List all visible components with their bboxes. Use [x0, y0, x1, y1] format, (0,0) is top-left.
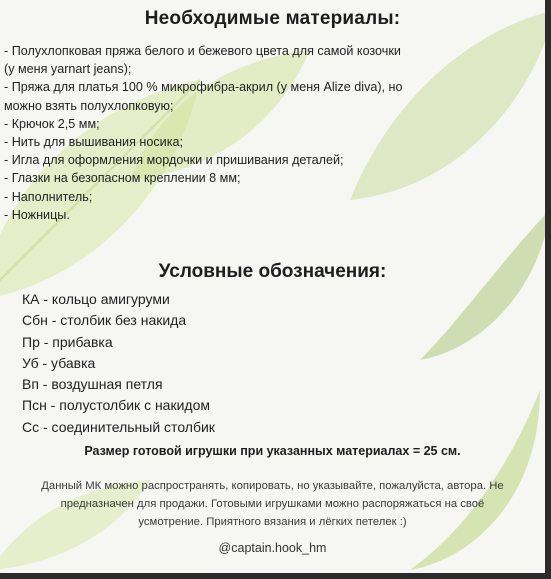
author-handle: @captain.hook_hm	[218, 541, 327, 555]
list-item: - Наполнитель;	[4, 189, 93, 204]
list-item: - Игла для оформления мордочки и пришивания деталей;	[4, 153, 344, 168]
list-item: Псн - полустолбик с накидом	[22, 397, 210, 414]
disclaimer-line: Данный МК можно распространять, копировать, но указывайте, пожалуйста, автора. Не	[41, 480, 504, 492]
list-item: (у меня yarnart jeans);	[4, 62, 132, 77]
toy-size-note: Размер готовой игрушки при указанных материалах = 25 см.	[84, 444, 461, 458]
list-item: Пр - прибавка	[22, 333, 113, 350]
materials-list	[4, 42, 535, 224]
disclaimer-line: предназначен для продажи. Готовыми игрушками можно распоряжаться на своё	[60, 498, 485, 510]
materials-title: Необходимые материалы:	[144, 8, 401, 29]
list-item: - Крючок 2,5 мм;	[4, 116, 100, 131]
list-item: Уб - убавка	[22, 354, 96, 371]
legend-list	[22, 289, 215, 438]
list-item: - Глазки на безопасном креплении 8 мм;	[4, 171, 241, 186]
list-item: - Нить для вышивания носика;	[4, 135, 183, 150]
list-item: Сбн - столбик без накида	[22, 312, 187, 329]
list-item: - Ножницы.	[4, 207, 70, 222]
list-item: - Пряжа для платья 100 % микрофибра-акрил (у меня Alize diva), но	[4, 80, 403, 95]
list-item: можно взять полухлопковую;	[4, 98, 174, 113]
list-item: Сс - соединительный столбик	[22, 418, 215, 435]
disclaimer-line: усмотрение. Приятного вязания и лёгких петелек :)	[138, 516, 407, 528]
list-item: Вп - воздушная петля	[22, 376, 163, 393]
legend-title: Условные обозначения:	[158, 261, 387, 282]
list-item: КА - кольцо амигуруми	[22, 291, 170, 307]
disclaimer	[8, 477, 537, 531]
list-item: - Полухлопковая пряжа белого и бежевого цвета для самой козочки	[4, 44, 401, 58]
